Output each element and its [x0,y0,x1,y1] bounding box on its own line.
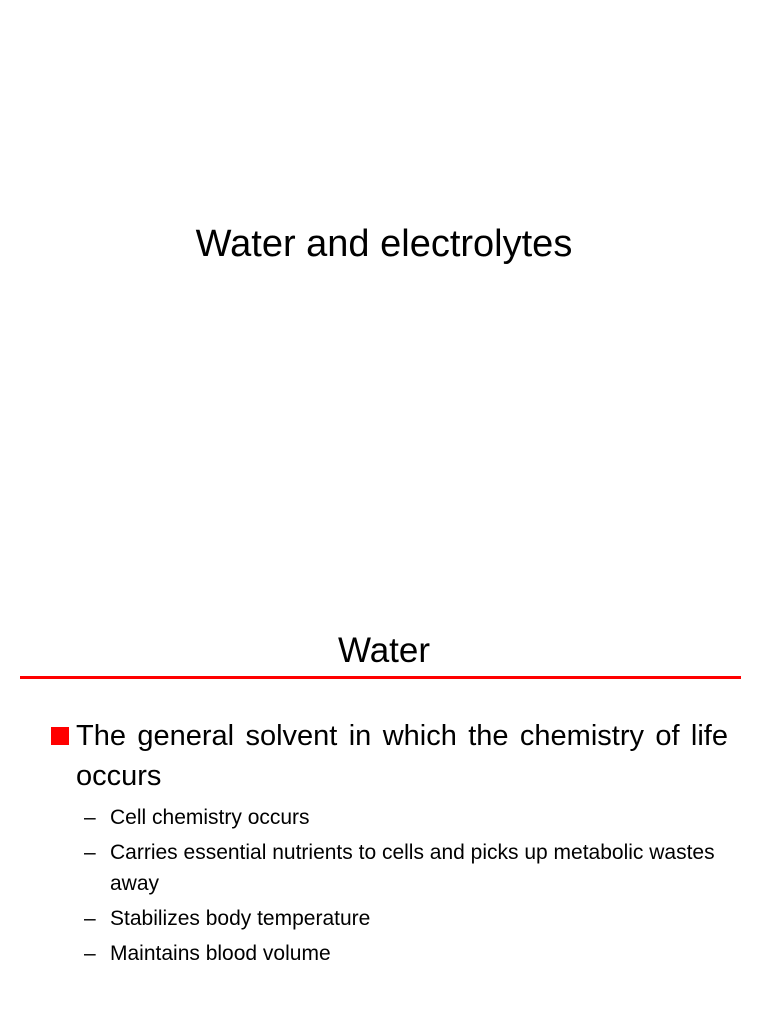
dash-bullet-icon: – [84,942,96,965]
sub-bullet-text: Carries essential nutrients to cells and picks up metabolic wastes away [110,841,715,895]
bullet-item [48,716,728,796]
sub-bullet-item [84,802,728,833]
title-underline-rule [20,676,741,679]
sub-bullet-item [84,903,728,934]
bullet-text: The general solvent in which the chemistry of life occurs [76,720,728,792]
slide-title: Water and electrolytes [195,223,573,265]
sub-bullet-list [48,802,728,969]
sub-bullet-text: Cell chemistry occurs [110,806,310,829]
sub-bullet-item [84,837,728,899]
content-slide [0,576,768,1024]
sub-bullet-text: Maintains blood volume [110,942,331,965]
red-square-bullet-icon [51,727,69,745]
dash-bullet-icon: – [84,907,96,930]
slide-body [48,716,728,973]
dash-bullet-icon: – [84,841,96,864]
sub-bullet-item [84,938,728,969]
sub-bullet-text: Stabilizes body temperature [110,907,371,930]
dash-bullet-icon: – [84,806,96,829]
slide-section-title: Water [337,631,431,670]
